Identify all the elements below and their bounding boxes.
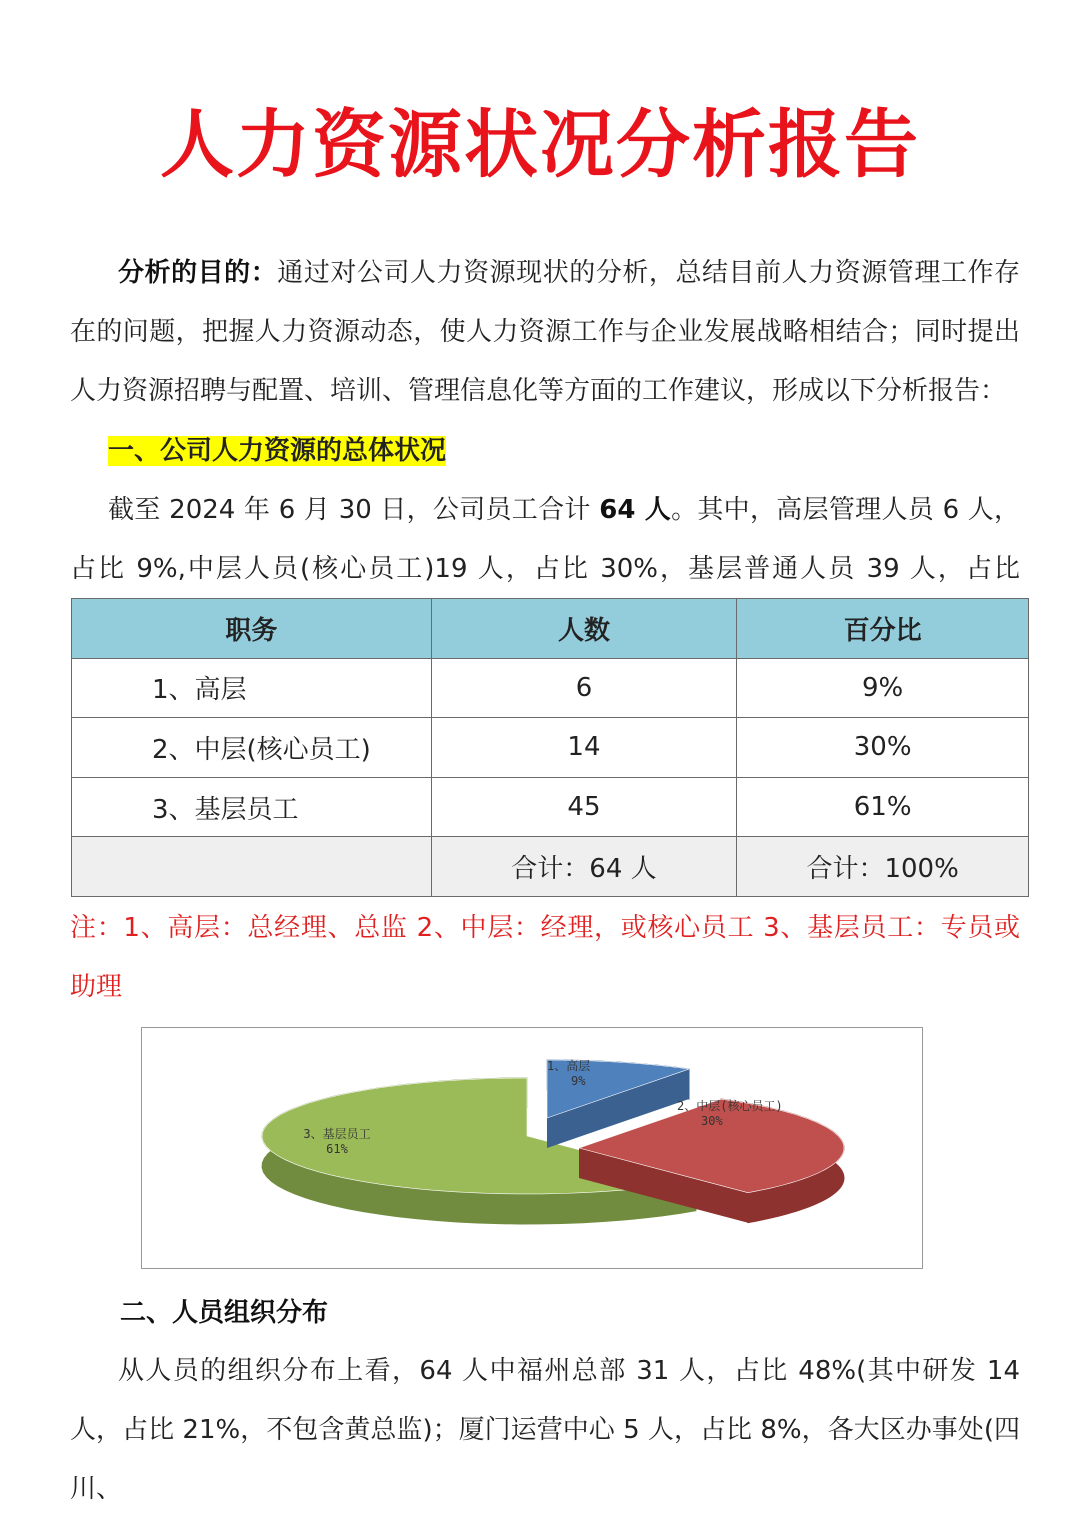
purpose-text: 通过对公司人力资源现状的分析，总结目前人力资源管理工作存在的问题，把握人力资源动态，使人力资源工作与企业发展战略相结合；同时提出人力资源招聘与配置、培训、管理信息化等方面的工作建议，形成以下分析报告：	[70, 258, 1020, 406]
summary-total: 64 人	[599, 495, 672, 525]
label-base-value: 61%	[326, 1142, 348, 1156]
label-base-name: 3、基层员工	[303, 1127, 371, 1141]
table-total-row	[72, 837, 1029, 897]
summary-pre: 截至 2024 年 6 月 30 日，公司员工合计	[108, 495, 600, 525]
cell-percent: 9%	[737, 658, 1029, 718]
header-count: 人数	[431, 599, 737, 659]
total-percent: 合计：100%	[737, 837, 1029, 897]
label-senior-name: 1、高层	[547, 1059, 591, 1073]
label-middle-name: 2、中层(核心员工)	[677, 1099, 783, 1113]
pie-chart-svg	[142, 1028, 922, 1268]
section2-heading: 二、人员组织分布	[120, 1298, 329, 1328]
section2-text: 从人员的组织分布上看，64 人中福州总部 31 人，占比 48%(其中研发 14 人，占比 21%，不包含黄总监)；厦门运营中心 5 人，占比 8%，各大区办事处(四川、	[70, 1356, 1020, 1504]
cell-empty	[72, 837, 432, 897]
table-row	[72, 718, 1029, 778]
table-row	[72, 777, 1029, 837]
cell-percent: 61%	[737, 777, 1029, 837]
header-position: 职务	[72, 599, 432, 659]
label-middle-value: 30%	[701, 1114, 723, 1128]
section1-heading: 一、公司人力资源的总体状况	[108, 436, 447, 466]
cell-count: 45	[431, 777, 737, 837]
table-note: 注：1、高层：总经理、总监 2、中层：经理，或核心员工 3、基层员工：专员或助理	[70, 913, 1020, 1002]
cell-position: 3、基层员工	[72, 777, 432, 837]
table-header-row	[72, 599, 1029, 659]
purpose-label: 分析的目的：	[118, 258, 278, 288]
section2-heading-line	[120, 1284, 328, 1343]
cell-count: 6	[431, 658, 737, 718]
cell-percent: 30%	[737, 718, 1029, 778]
cell-position: 1、高层	[72, 658, 432, 718]
table-row	[72, 658, 1029, 718]
page-title: 人力资源状况分析报告	[160, 102, 920, 188]
cell-count: 14	[431, 718, 737, 778]
summary-post: 。其中，高层管理人员 6 人，占比 9%,中层人员(核心员工)19 人，占比 30%，基层普通人员 39 人，占比	[70, 495, 1021, 584]
header-percent: 百分比	[737, 599, 1029, 659]
purpose-paragraph	[70, 244, 1020, 421]
total-count: 合计：64 人	[431, 837, 737, 897]
section1-heading-line	[108, 422, 446, 481]
staff-table	[71, 598, 1029, 897]
cell-position: 2、中层(核心员工)	[72, 718, 432, 778]
pie-chart	[141, 1027, 923, 1269]
label-senior-value: 9%	[571, 1074, 586, 1088]
